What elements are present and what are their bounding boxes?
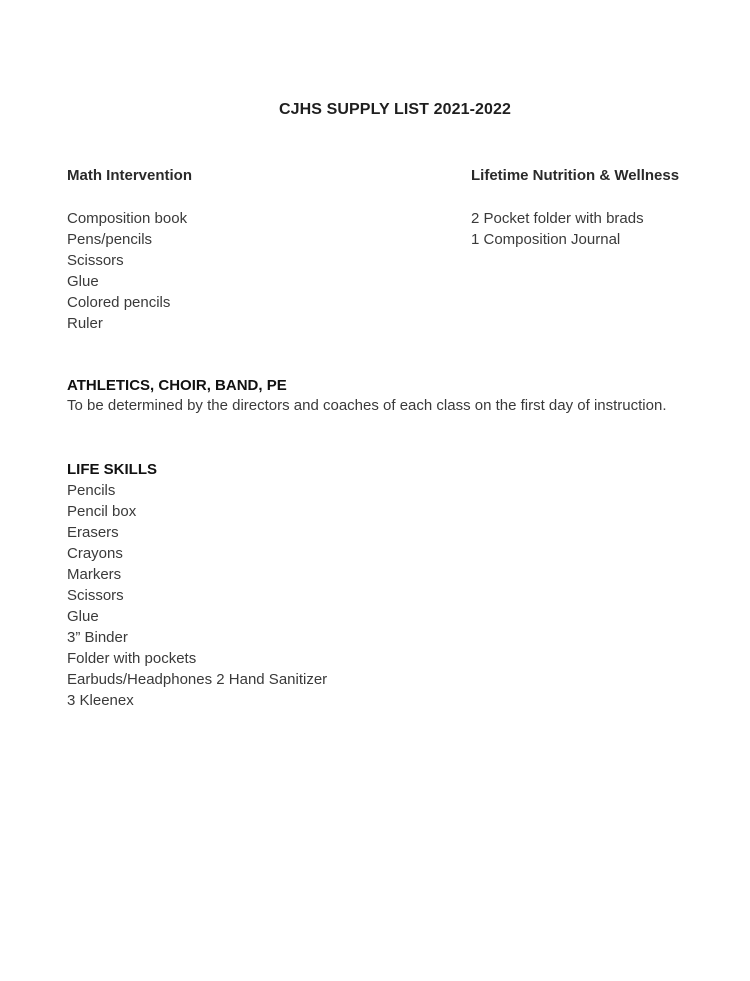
list-item: Erasers [67, 524, 119, 541]
list-item: Glue [67, 273, 99, 290]
math-intervention-heading: Math Intervention [67, 167, 193, 184]
list-item: 3” Binder [67, 629, 128, 646]
nutrition-wellness-section [471, 166, 741, 250]
nutrition-wellness-list [471, 208, 741, 250]
list-item: Composition book [67, 210, 188, 227]
athletics-section [67, 376, 727, 416]
list-item: Pencil box [67, 503, 137, 520]
list-item: Folder with pockets [67, 650, 197, 667]
list-item: Pens/pencils [67, 231, 153, 248]
list-item: Crayons [67, 545, 123, 562]
athletics-text: To be determined by the directors and coaches of each class on the first day of instruction. [67, 397, 667, 414]
list-item: Colored pencils [67, 294, 171, 311]
athletics-heading: ATHLETICS, CHOIR, BAND, PE [67, 377, 287, 394]
math-intervention-section [67, 166, 447, 334]
list-item: 2 Pocket folder with brads [471, 210, 644, 227]
list-item: 1 Composition Journal [471, 231, 621, 248]
list-item: Earbuds/Headphones 2 Hand Sanitizer [67, 671, 328, 688]
list-item: Ruler [67, 315, 103, 332]
math-intervention-list [67, 208, 447, 334]
list-item: Glue [67, 608, 99, 625]
life-skills-heading: LIFE SKILLS [67, 461, 157, 478]
page-title: CJHS SUPPLY LIST 2021-2022 [278, 101, 512, 118]
list-item: 3 Kleenex [67, 692, 134, 709]
list-item: Markers [67, 566, 122, 583]
nutrition-wellness-heading: Lifetime Nutrition & Wellness [471, 167, 680, 184]
list-item: Scissors [67, 587, 124, 604]
list-item: Scissors [67, 252, 124, 269]
life-skills-list [67, 480, 727, 711]
life-skills-section [67, 459, 727, 711]
list-item: Pencils [67, 482, 116, 499]
